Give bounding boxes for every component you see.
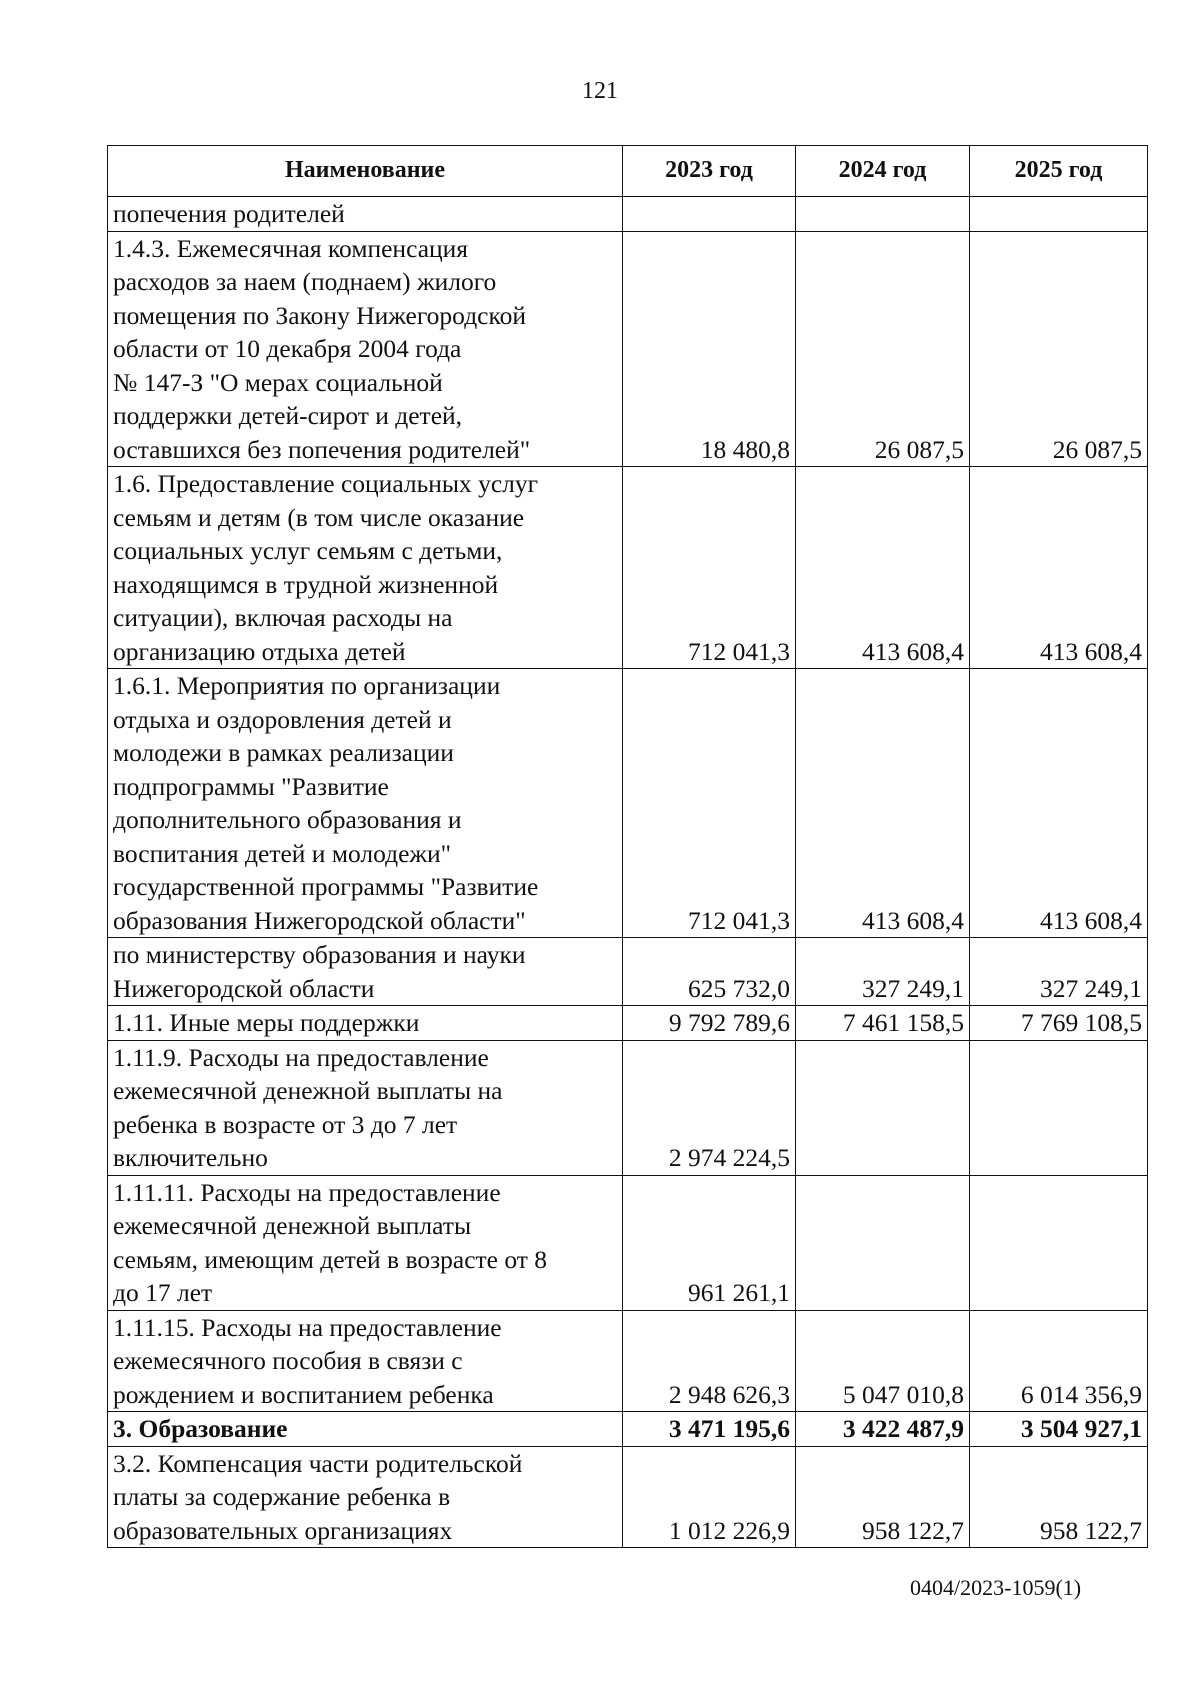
table-header: [108, 146, 1148, 197]
page-number: 121: [582, 78, 618, 104]
row-2023: 2 948 626,3: [623, 1310, 796, 1412]
row-2023: 961 261,1: [623, 1175, 796, 1310]
row-name: по министерству образования и науки Нижегородской области: [108, 938, 623, 1006]
budget-table: [107, 145, 1148, 1548]
row-2024: 327 249,1: [796, 938, 970, 1006]
table-row: [108, 231, 1148, 467]
header-2023: 2023 год: [623, 146, 796, 197]
row-2024: [796, 1040, 970, 1175]
table-row: [108, 1040, 1148, 1175]
row-2023: 1 012 226,9: [623, 1446, 796, 1548]
row-2024: 7 461 158,5: [796, 1006, 970, 1041]
table-row: [108, 938, 1148, 1006]
header-2024: 2024 год: [796, 146, 970, 197]
row-2025: 3 504 927,1: [970, 1412, 1148, 1447]
row-2024: [796, 1175, 970, 1310]
row-2023: 625 732,0: [623, 938, 796, 1006]
table-row: [108, 197, 1148, 232]
row-2023: 712 041,3: [623, 467, 796, 669]
row-name: 1.6.1. Мероприятия по организации отдыха и оздоровления детей и молодежи в рамках реализации подпрограммы "Развитие дополнительного образования и воспитания детей и молодежи" государственной программы "Развитие образования Нижегородской области": [108, 669, 623, 938]
table-row: [108, 1446, 1148, 1548]
table-row: [108, 1310, 1148, 1412]
row-2025: 413 608,4: [970, 669, 1148, 938]
row-name: 1.4.3. Ежемесячная компенсация расходов за наем (поднаем) жилого помещения по Закону Нижегородской области от 10 декабря 2004 года № 147-З "О мерах социальной поддержки детей-сирот и детей, оставшихся без попечения родителей": [108, 231, 623, 467]
row-2024: 3 422 487,9: [796, 1412, 970, 1447]
row-2023: 9 792 789,6: [623, 1006, 796, 1041]
row-2025: 413 608,4: [970, 467, 1148, 669]
row-2023: 712 041,3: [623, 669, 796, 938]
document-code: 0404/2023-1059(1): [910, 1575, 1082, 1600]
row-2025: 7 769 108,5: [970, 1006, 1148, 1041]
row-2025: [970, 1040, 1148, 1175]
row-name: 1.11.9. Расходы на предоставление ежемесячной денежной выплаты на ребенка в возрасте от 3 до 7 лет включительно: [108, 1040, 623, 1175]
row-name: 3. Образование: [108, 1412, 623, 1447]
row-2023: 2 974 224,5: [623, 1040, 796, 1175]
header-row: [108, 146, 1148, 197]
header-name: Наименование: [108, 146, 623, 197]
row-name: попечения родителей: [108, 197, 623, 232]
row-2024: 958 122,7: [796, 1446, 970, 1548]
table-row: [108, 1175, 1148, 1310]
table-row: [108, 1006, 1148, 1041]
row-name: 1.11. Иные меры поддержки: [108, 1006, 623, 1041]
row-2024: 413 608,4: [796, 467, 970, 669]
header-2025: 2025 год: [970, 146, 1148, 197]
row-2025: [970, 1175, 1148, 1310]
row-2024: 413 608,4: [796, 669, 970, 938]
row-name: 1.11.15. Расходы на предоставление ежемесячного пособия в связи с рождением и воспитанием ребенка: [108, 1310, 623, 1412]
row-2025: 327 249,1: [970, 938, 1148, 1006]
row-2024: 5 047 010,8: [796, 1310, 970, 1412]
row-2024: 26 087,5: [796, 231, 970, 467]
row-2025: 958 122,7: [970, 1446, 1148, 1548]
table-row-section-total: [108, 1412, 1148, 1447]
row-2023: 3 471 195,6: [623, 1412, 796, 1447]
row-2023: 18 480,8: [623, 231, 796, 467]
table-row: [108, 467, 1148, 669]
row-name: 3.2. Компенсация части родительской платы за содержание ребенка в образовательных организациях: [108, 1446, 623, 1548]
row-2023: [623, 197, 796, 232]
row-name: 1.6. Предоставление социальных услуг семьям и детям (в том числе оказание социальных услуг семьям с детьми, находящимся в трудной жизненной ситуации), включая расходы на организацию отдыха детей: [108, 467, 623, 669]
row-2025: [970, 197, 1148, 232]
row-2025: 26 087,5: [970, 231, 1148, 467]
row-2024: [796, 197, 970, 232]
row-2025: 6 014 356,9: [970, 1310, 1148, 1412]
table-row: [108, 669, 1148, 938]
row-name: 1.11.11. Расходы на предоставление ежемесячной денежной выплаты семьям, имеющим детей в возрасте от 8 до 17 лет: [108, 1175, 623, 1310]
table-body: [108, 197, 1148, 1548]
